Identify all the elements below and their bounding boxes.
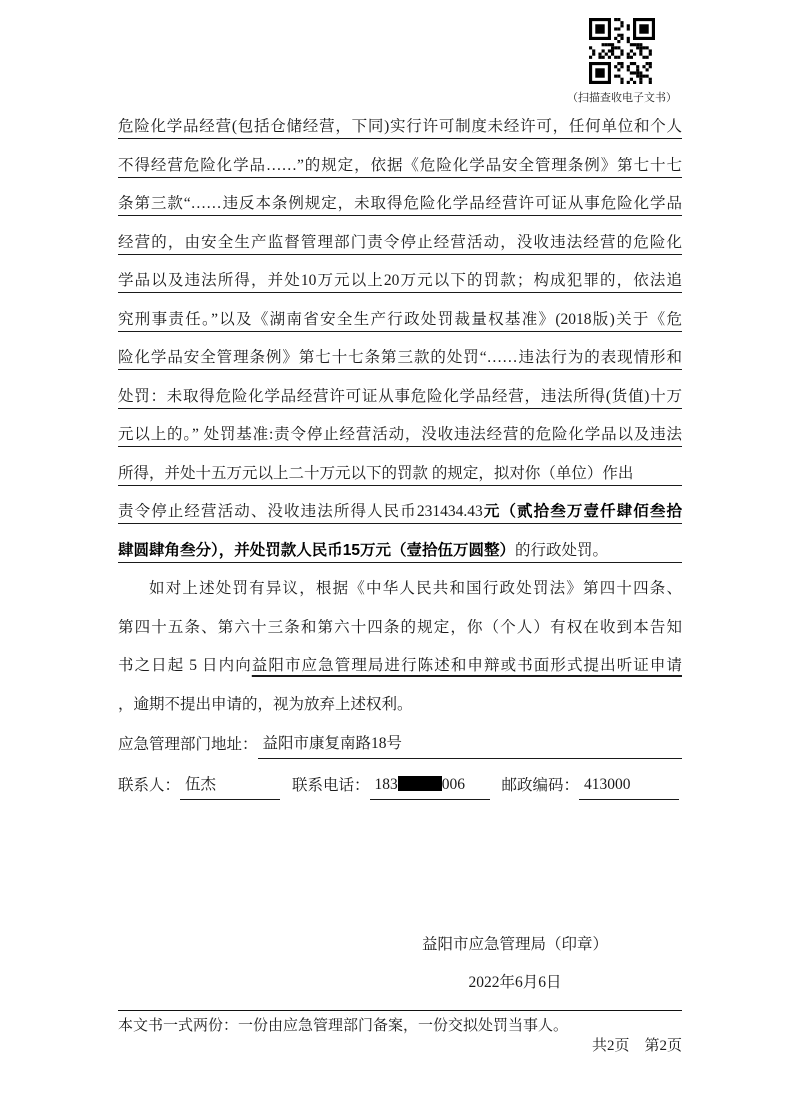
- issuing-authority: 益阳市应急管理局（印章）: [421, 936, 608, 953]
- address-label: 应急管理部门地址：: [118, 736, 258, 753]
- para1-line-1: 危险化学品经营(包括仓储经营，下同)实行许可制度未经许可，任何单位和个人: [118, 108, 682, 147]
- address-value: 益阳市康复南路18号: [258, 733, 682, 759]
- phone-redaction-box: [398, 776, 442, 791]
- hearing-authority-underlined: 益阳市应急管理局进行陈述和申辩或书面形式提出听证申请: [251, 657, 682, 674]
- para1-line-12-tail: 的行政处罚。: [515, 541, 609, 559]
- para1-line-5: 学品以及违法所得，并处10万元以上20万元以下的罚款；构成犯罪的，依法追: [118, 262, 682, 301]
- contact-person-label: 联系人：: [118, 777, 181, 794]
- para2-line-2: 第四十五条、第六十三条和第六十四条的规定，你（个人）有权在收到本告知: [118, 618, 682, 636]
- para1-line-10: 所得，并处十五万元以上二十万元以下的罚款 的规定，拟对你（单位）作出: [118, 455, 682, 494]
- fine-amount-words: 肆圆肆角叁分），并处罚款人民币15万元（壹拾伍万圆整）: [118, 541, 515, 559]
- phone-suffix: 006: [441, 776, 466, 793]
- qr-caption: （扫描查收电子文书）: [567, 92, 677, 104]
- phone-prefix: 183: [374, 776, 398, 793]
- para2-line-3-plain: 书之日起 5 日内向: [118, 657, 252, 674]
- para1-line-3: 条第三款“……违反本条例规定，未取得危险化学品经营许可证从事危险化学品: [118, 185, 682, 224]
- postcode-value: 413000: [579, 774, 679, 800]
- para1-line-2: 不得经营危险化学品……”的规定，依据《危险化学品安全管理条例》第七十七: [118, 147, 682, 186]
- phone-label: 联系电话：: [292, 777, 370, 794]
- para1-line-8: 处罚：未取得危险化学品经营许可证从事危险化学品经营，违法所得(货值)十万: [118, 378, 682, 417]
- qr-code-icon: [589, 18, 655, 84]
- para2-line-3: [118, 647, 682, 686]
- para1-line-4: 经营的，由安全生产监督管理部门责令停止经营活动，没收违法经营的危险化: [118, 224, 682, 263]
- contact-row: [118, 774, 682, 800]
- para2-line-1: 如对上述处罚有异议，根据《中华人民共和国行政处罚法》第四十四条、: [149, 580, 682, 597]
- footer-divider: [118, 1010, 682, 1011]
- phone-value: [370, 774, 490, 800]
- para2-line-4: ，逾期不提出申请的，视为放弃上述权利。: [118, 695, 413, 713]
- confiscation-amount-words: 元（贰拾叁万壹仟肆佰叁拾: [482, 503, 682, 520]
- body-text: [118, 108, 682, 724]
- postcode-label: 邮政编码：: [501, 777, 580, 794]
- qr-block: [556, 18, 688, 105]
- issue-date: 2022年6月6日: [468, 974, 562, 991]
- contact-person-value: 伍杰: [180, 774, 280, 800]
- footer-note: 本文书一式两份：一份由应急管理部门备案，一份交拟处罚当事人。: [118, 1018, 569, 1034]
- para1-line-9: 元以上的。” 处罚基准:责令停止经营活动，没收违法经营的危险化学品以及违法: [118, 416, 682, 455]
- para1-line-11: [118, 493, 682, 532]
- para1-line-7: 险化学品安全管理条例》第七十七条第三款的处罚“……违法行为的表现情形和: [118, 339, 682, 378]
- page-number: 共2页 第2页: [591, 1038, 682, 1054]
- address-row: [118, 733, 682, 759]
- para1-line-6: 究刑事责任。”以及《湖南省安全生产行政处罚裁量权基准》(2018版)关于《危: [118, 301, 682, 340]
- confiscation-amount-numeric: 责令停止经营活动、没收违法所得人民币231434.43: [118, 503, 483, 520]
- signature-block: [330, 934, 700, 993]
- contact-block: [118, 733, 682, 800]
- para1-line-12: [118, 532, 682, 571]
